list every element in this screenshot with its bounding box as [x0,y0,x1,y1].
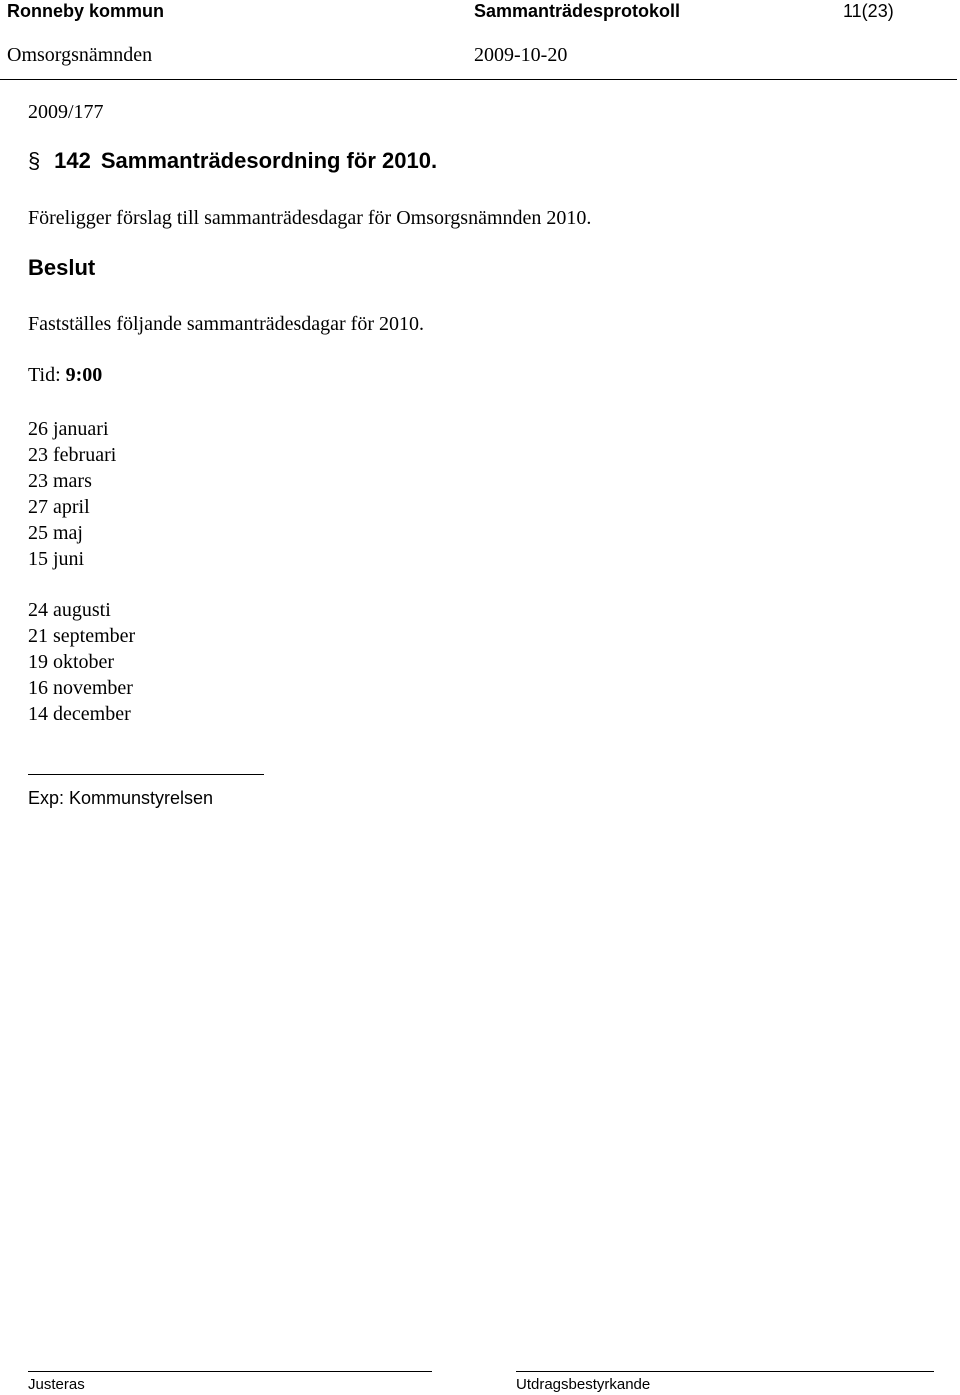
footer-utdrag-label: Utdragsbestyrkande [516,1376,651,1393]
list-item: 26 januari [28,418,109,440]
list-item: 21 september [28,625,136,647]
header-divider [0,79,957,80]
intro-paragraph: Föreligger förslag till sammanträdesdagar för Omsorgsnämnden 2010. [28,207,592,229]
section-symbol-icon: § [28,148,41,173]
organization-name: Ronneby kommun [7,1,165,21]
time-label: Tid: [28,364,61,386]
separator-line [28,774,264,775]
meeting-dates-autumn-list [28,597,135,727]
decision-heading: Beslut [28,255,96,280]
expedition-note: Exp: Kommunstyrelsen [28,788,214,808]
list-item: 19 oktober [28,651,115,673]
board-name: Omsorgsnämnden [7,44,153,66]
list-item: 25 maj [28,522,83,544]
list-item: 15 juni [28,548,85,570]
utdrag-signature-line [516,1371,934,1372]
list-item: 16 november [28,677,133,699]
page-indicator: 11(23) [843,1,894,21]
section-title: Sammanträdesordning för 2010. [100,148,438,173]
justeras-signature-line [28,1371,432,1372]
meeting-dates-spring-list [28,416,116,572]
document-type: Sammanträdesprotokoll [474,1,681,21]
time-value: 9:00 [65,364,103,386]
list-item: 27 april [28,496,90,518]
list-item: 23 februari [28,444,117,466]
case-number: 2009/177 [28,101,104,123]
list-item: 24 augusti [28,599,111,621]
decision-paragraph: Fastställes följande sammanträdesdagar för 2010. [28,313,424,335]
meeting-time [28,364,102,387]
footer-justeras-label: Justeras [28,1376,85,1393]
meeting-date: 2009-10-20 [474,44,568,66]
list-item: 23 mars [28,470,92,492]
section-heading [28,148,437,174]
list-item: 14 december [28,703,131,725]
section-number: 142 [54,148,91,173]
